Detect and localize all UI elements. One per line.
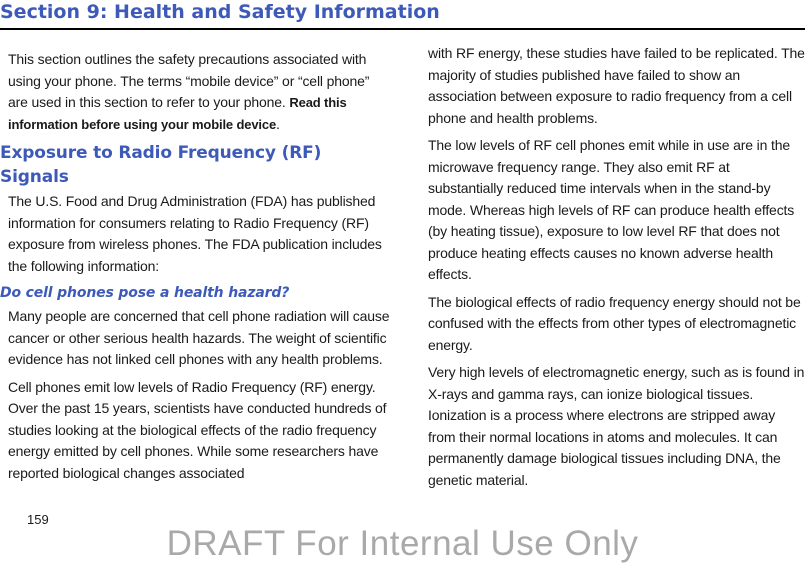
- hazard-question-heading: Do cell phones pose a health hazard?: [0, 285, 290, 301]
- intro-end: .: [276, 115, 280, 132]
- continuation-paragraph: with RF energy, these studies have failed to be replicated. The majority of studies published have failed to show an association between exposure to radio frequency from a cell phone and health problems.: [428, 45, 805, 126]
- heading-divider: [0, 28, 805, 30]
- ionization-paragraph: Very high levels of electromagnetic energy, such as is found in X-rays and gamma rays, can ionize biological tissues. Ionization is a process where electrons are stripped away from their normal locations in atoms and molecules. It can permanently damage biological tissues including DNA, the genetic material.: [428, 364, 805, 488]
- page-title: Section 9: Health and Safety Information: [0, 1, 440, 23]
- hazard-paragraph-2: Cell phones emit low levels of Radio Frequency (RF) energy. Over the past 15 years, scientists have conducted hundreds of studies looking at the biological effects of the radio frequency energy emitted by cell phones. While some researchers have reported biological changes associated: [8, 378, 387, 481]
- intro-text: This section outlines the safety precautions associated with using your phone. The terms “mobile device” or “cell phone” are used in this section to refer to your phone.: [8, 51, 370, 110]
- hazard-paragraph-1: Many people are concerned that cell phone radiation will cause cancer or other serious health hazards. The weight of scientific evidence has not linked cell phones with any health problems.: [8, 308, 390, 367]
- intro-paragraph: [8, 49, 392, 135]
- exposure-heading: Exposure to Radio Frequency (RF) Signals: [0, 143, 322, 187]
- page-number: 159: [27, 512, 49, 527]
- right-column: [428, 43, 805, 497]
- biological-paragraph: The biological effects of radio frequency energy should not be confused with the effects from other types of electromagnetic energy.: [428, 293, 801, 353]
- fda-paragraph: The U.S. Food and Drug Administration (FDA) has published information for consumers relating to Radio Frequency (RF) exposure from wireless phones. The FDA publication includes the following information:: [8, 193, 382, 274]
- low-levels-paragraph: The low levels of RF cell phones emit while in use are in the microwave frequency range. They also emit RF at substantially reduced time intervals when in the stand-by mode. Whereas high levels of RF can produce health effects (by heating tissue), exposure to low level RF that does not produce heating effects causes no known adverse health effects.: [428, 137, 795, 282]
- intro-bold-text: Read this information before using your mobile device: [8, 95, 347, 132]
- draft-watermark: DRAFT For Internal Use Only: [166, 524, 639, 563]
- left-column: [0, 49, 392, 490]
